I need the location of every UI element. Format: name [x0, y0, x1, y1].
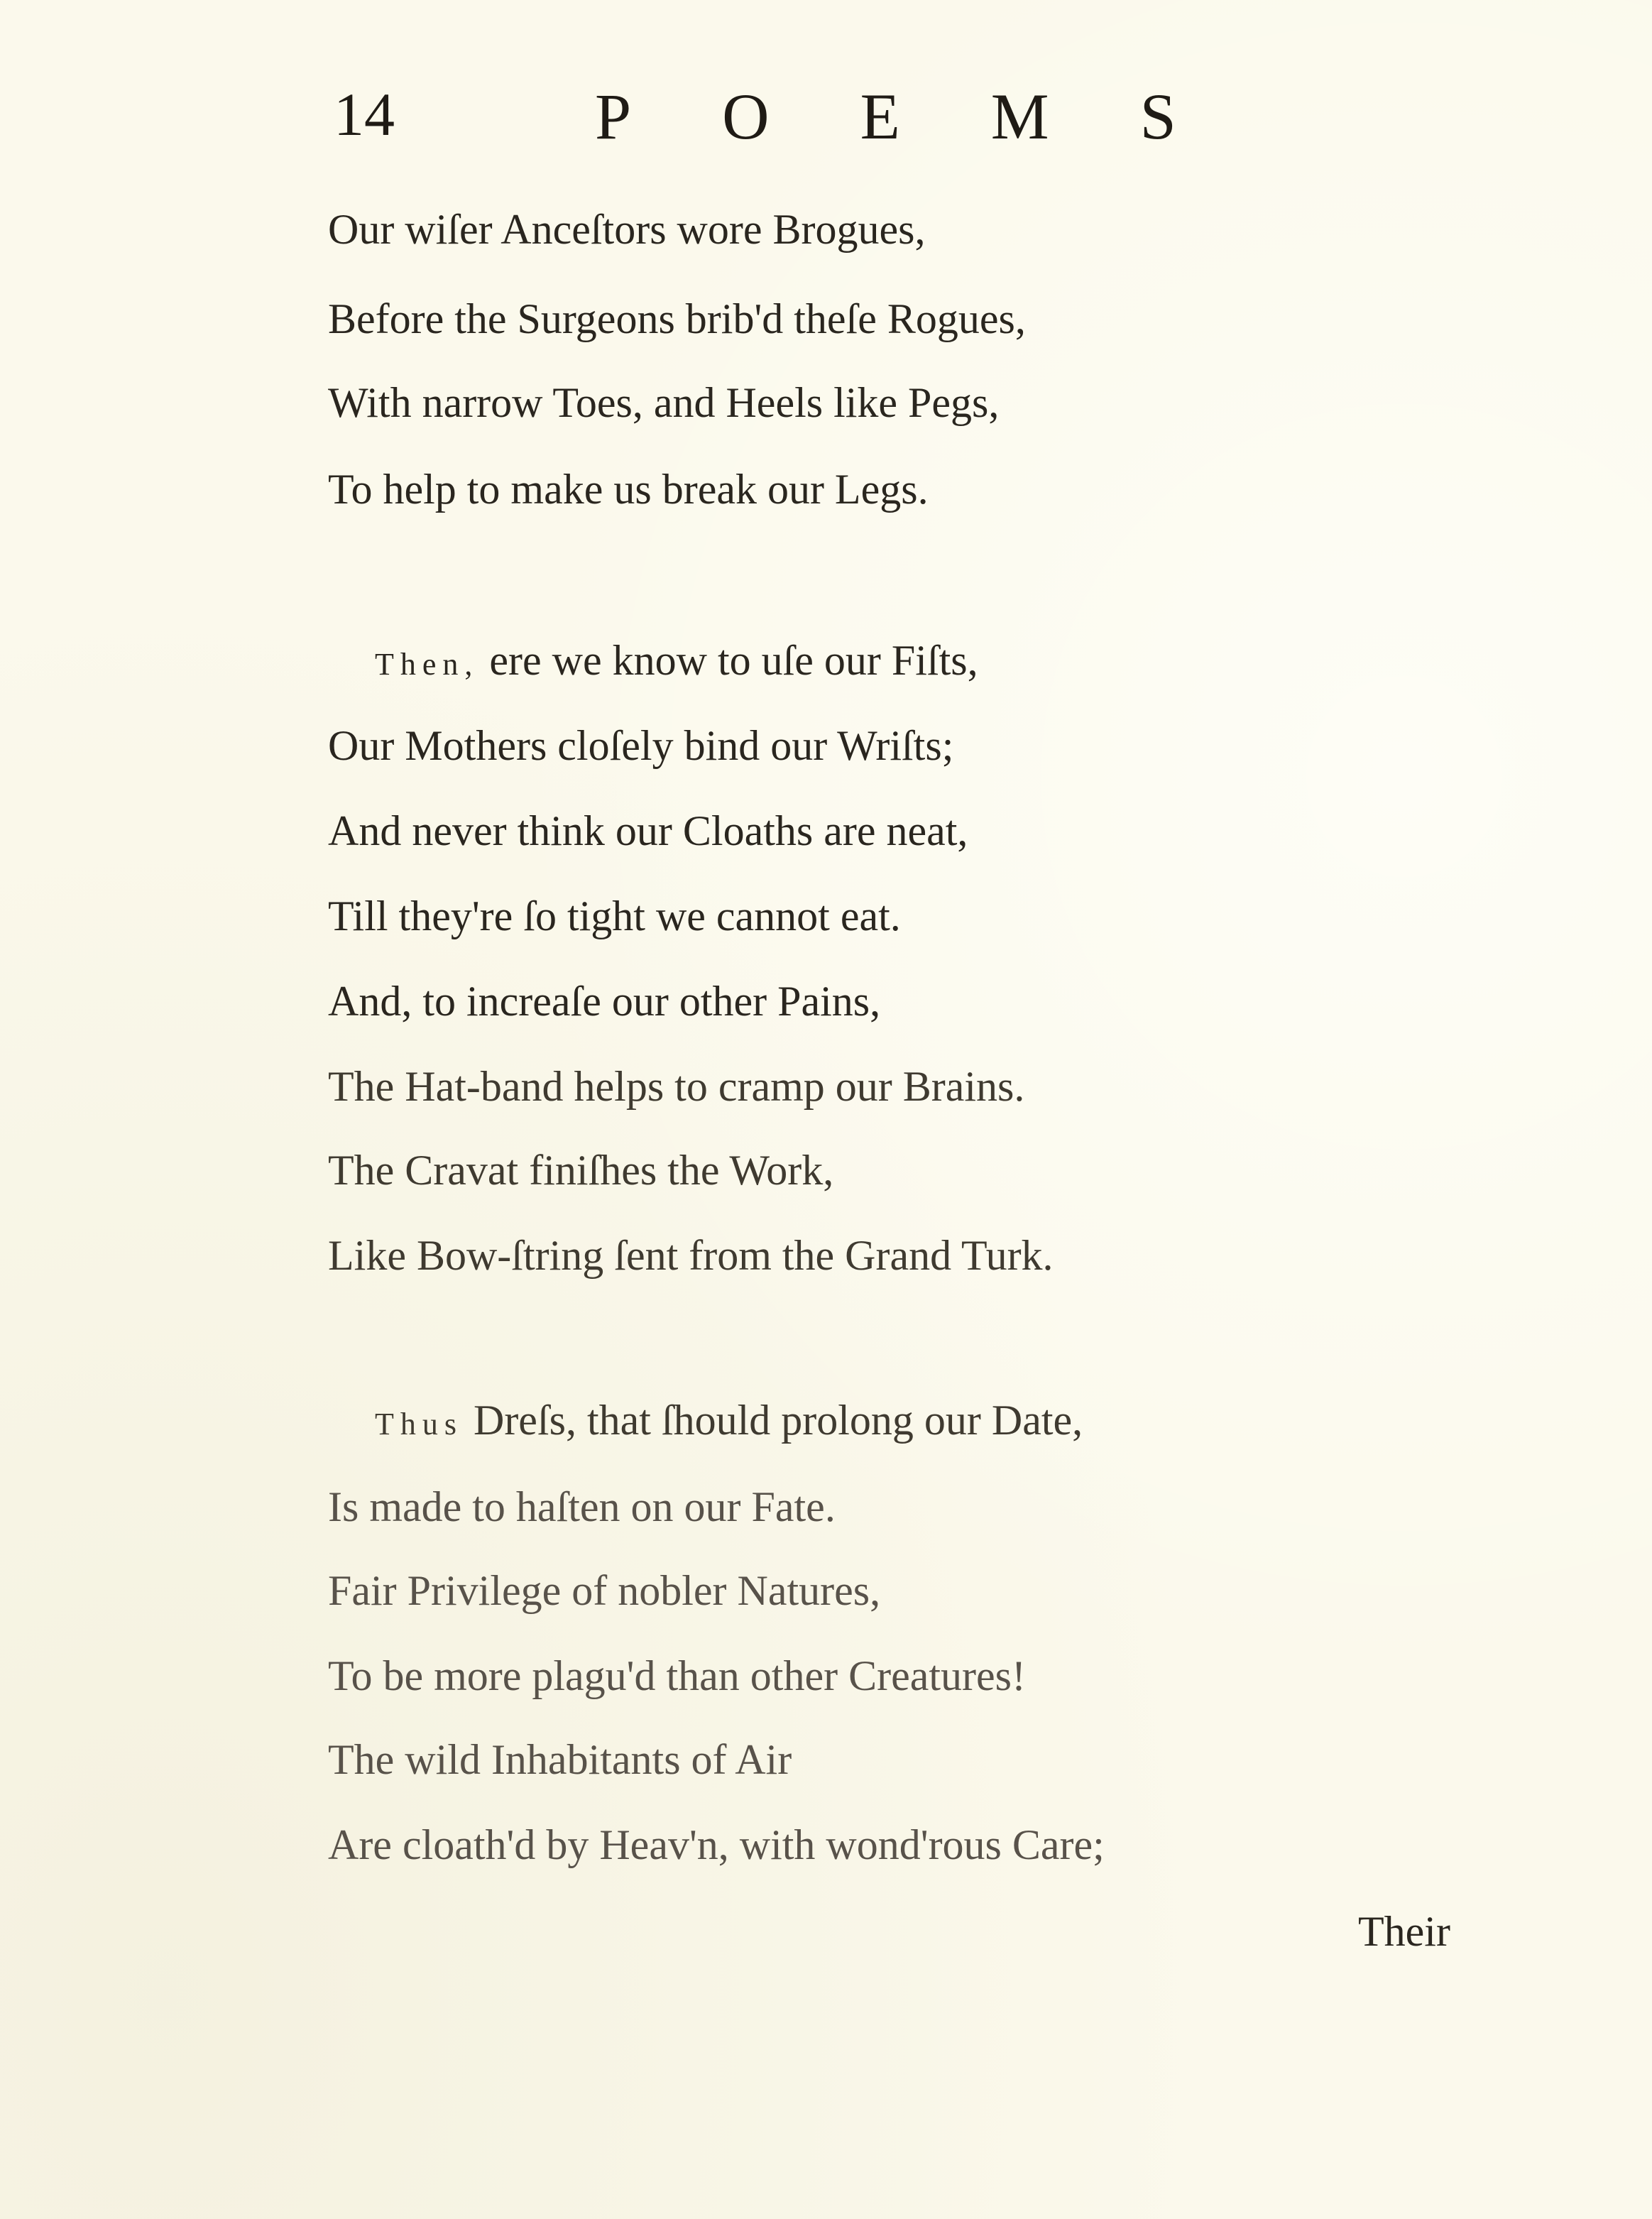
verse-line — [375, 639, 978, 682]
verse-line: To help to make us break our Legs. — [328, 466, 929, 513]
verse-line: Like Bow-ſtring ſent from the Grand Turk. — [328, 1232, 1054, 1279]
verse-line: Are cloath'd by Heav'n, with wond'rous Care; — [328, 1821, 1105, 1868]
verse-line: Before the Surgeons brib'd theſe Rogues, — [328, 295, 1026, 342]
verse-line: The wild Inhabitants of Air — [328, 1736, 792, 1783]
verse-line: The Hat-band helps to cramp our Brains. — [328, 1063, 1025, 1110]
verse-line: Our wiſer Anceſtors wore Brogues, — [328, 206, 926, 253]
verse-line — [375, 1397, 1083, 1444]
running-head: POEMS — [595, 80, 1267, 153]
verse-line: Till they're ſo tight we cannot eat. — [328, 893, 901, 939]
verse-line: And never think our Cloaths are neat, — [328, 807, 968, 854]
verse-line: Fair Privilege of nobler Natures, — [328, 1567, 881, 1614]
small-caps-word: Thus — [375, 1407, 463, 1441]
verse-line: Is made to haſten on our Fate. — [328, 1483, 836, 1530]
small-caps-word: Then, — [375, 647, 479, 682]
verse-line: And, to increaſe our other Pains, — [328, 978, 881, 1025]
verse-line-rest: ere we know to uſe our Fiſts, — [478, 637, 978, 684]
verse-line: The Cravat finiſhes the Work, — [328, 1147, 834, 1194]
verse-line: To be more plagu'd than other Creatures! — [328, 1652, 1026, 1699]
verse-line-rest: Dreſs, that ſhould prolong our Date, — [463, 1397, 1083, 1444]
page-number: 14 — [334, 80, 395, 148]
verse-line: Our Mothers cloſely bind our Wriſts; — [328, 722, 954, 769]
verse-line: With narrow Toes, and Heels like Pegs, — [328, 379, 1000, 426]
catchword: Their — [1358, 1908, 1450, 1955]
